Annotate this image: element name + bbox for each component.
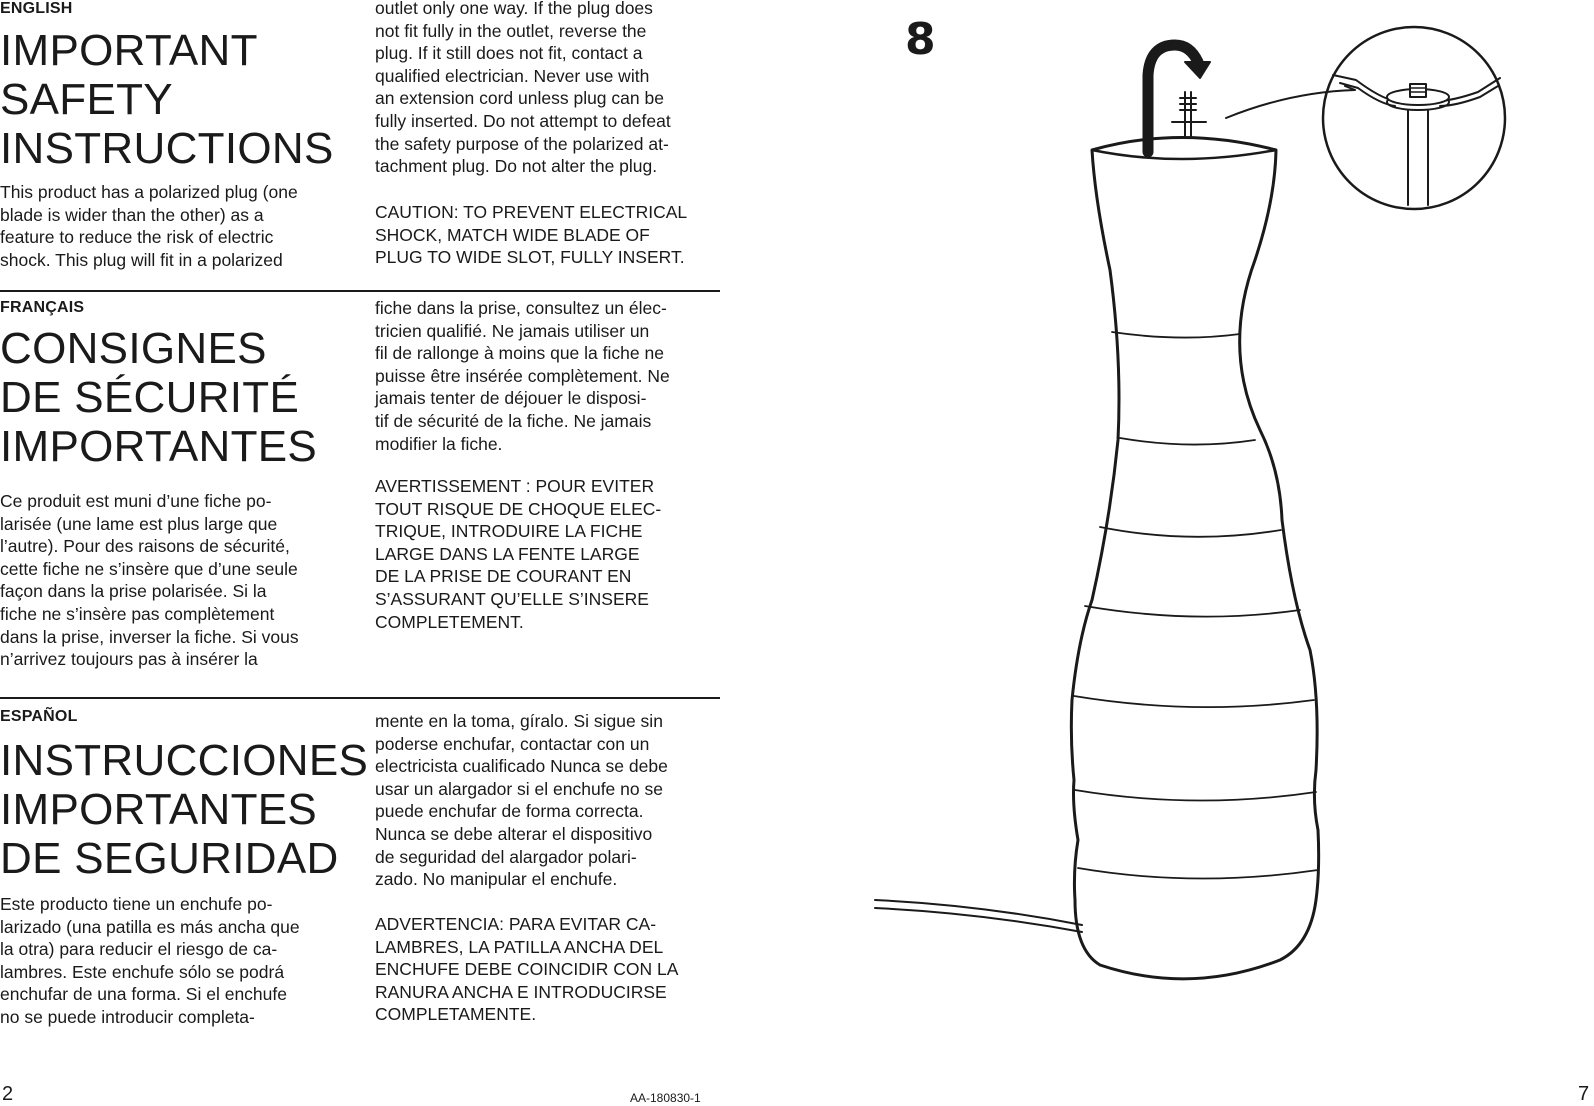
heading-line: INSTRUCTIONS xyxy=(0,124,334,173)
document-code: AA-180830-1 xyxy=(630,1091,701,1105)
lamp-shade-illustration xyxy=(860,10,1520,1010)
body-continued-english: outlet only one way. If the plug does not fit fully in the outlet, reverse the plug. If it still does not fit, contact a qualified electrician. Never use with an extension cord unless plug can be fully inserted. Do not attempt to defeat the safety purpose of the polarized at- tachment plug. Do not alter the plug. xyxy=(375,0,671,177)
body-text-francais: Ce produit est muni d’une fiche po- larisée (une lame est plus large que l’autre). Pour des raisons de sécurité, cette fiche ne s’insère que d’une seule façon dans la prise polarisée. Si la fiche ne s’insère pas complètement dans la prise, inverser la fiche. Si vous n’arrivez toujours pas à insérer la xyxy=(0,491,299,670)
caution-english: CAUTION: TO PREVENT ELECTRICAL SHOCK, MATCH WIDE BLADE OF PLUG TO WIDE SLOT, FULLY INSERT. xyxy=(375,202,688,268)
lamp-shade-rib xyxy=(1074,696,1314,707)
lamp-shade-rib xyxy=(1112,332,1240,338)
heading-line: IMPORTANTES xyxy=(0,785,318,834)
page-number-left: 2 xyxy=(2,1083,14,1105)
power-cord xyxy=(875,900,1082,932)
lamp-socket-fitting xyxy=(1172,92,1206,138)
rotate-arrow-icon xyxy=(1148,45,1210,152)
lamp-shade-rib xyxy=(1085,606,1300,617)
language-label-espanol: ESPAÑOL xyxy=(0,708,78,725)
language-label-francais: FRANÇAIS xyxy=(0,299,85,316)
lamp-shade-rib xyxy=(1100,527,1281,537)
language-label-english: ENGLISH xyxy=(0,0,73,17)
heading-line: CONSIGNES xyxy=(0,324,267,373)
lamp-shade-rib xyxy=(1075,790,1316,801)
caution-francais: AVERTISSEMENT : POUR EVITER TOUT RISQUE DE CHOQUE ELEC- TRIQUE, INTRODUIRE LA FICHE LARGE DANS LA FENTE LARGE DE LA PRISE DE COURANT EN S’ASSURANT QU’ELLE S’INSERE COMPLETEMENT. xyxy=(375,476,662,632)
lamp-shade-rib xyxy=(1078,868,1318,879)
detail-callout-circle xyxy=(1323,27,1505,209)
lamp-shade-rim xyxy=(1092,150,1276,159)
section-divider xyxy=(0,290,720,292)
step-number: 8 xyxy=(905,14,936,65)
heading-line: SAFETY xyxy=(0,75,173,124)
heading-english xyxy=(0,26,334,173)
body-continued-francais: fiche dans la prise, consultez un élec- tricien qualifié. Ne jamais utiliser un fil de rallonge à moins que la fiche ne puisse être insérée complètement. Ne jamais tenter de déjouer le disposi- tif de sécurité de la fiche. Ne jamais modifier la fiche. xyxy=(375,298,670,454)
body-text-espanol: Este producto tiene un enchufe po- larizado (una patilla es más ancha que la otra) para reducir el riesgo de ca- lambres. Este enchufe sólo se podrá enchufar de una forma. Si el enchufe no se puede introducir completa- xyxy=(0,894,300,1027)
callout-pointer xyxy=(1226,86,1355,118)
heading-espanol xyxy=(0,736,368,883)
body-text-english: This product has a polarized plug (one blade is wider than the other) as a feature to reduce the risk of electric shock. This plug will fit in a polarized xyxy=(0,182,298,270)
heading-line: IMPORTANTES xyxy=(0,422,318,471)
heading-line: DE SÉCURITÉ xyxy=(0,373,300,422)
lamp-shade-ribs xyxy=(1074,332,1318,879)
heading-francais xyxy=(0,324,317,471)
heading-line: IMPORTANT xyxy=(0,26,258,75)
lamp-shade-outline xyxy=(1071,138,1318,979)
page-number-right: 7 xyxy=(1578,1083,1590,1105)
body-continued-espanol: mente en la toma, gíralo. Si sigue sin poderse enchufar, contactar con un electricista cualificado Nunca se debe usar un alargador si el enchufe no se puede enchufar de forma correcta. Nunca se debe alterar el dispositivo de seguridad del alargador polari- zado. No manipular el enchufe. xyxy=(375,711,668,890)
section-divider xyxy=(0,697,720,699)
heading-line: DE SEGURIDAD xyxy=(0,834,339,883)
heading-line: INSTRUCCIONES xyxy=(0,736,369,785)
caution-espanol: ADVERTENCIA: PARA EVITAR CA- LAMBRES, LA PATILLA ANCHA DEL ENCHUFE DEBE COINCIDIR CON LA RANURA ANCHA E INTRODUCIRSE COMPLETAMENTE. xyxy=(375,914,679,1025)
lamp-shade-rib xyxy=(1120,438,1255,445)
